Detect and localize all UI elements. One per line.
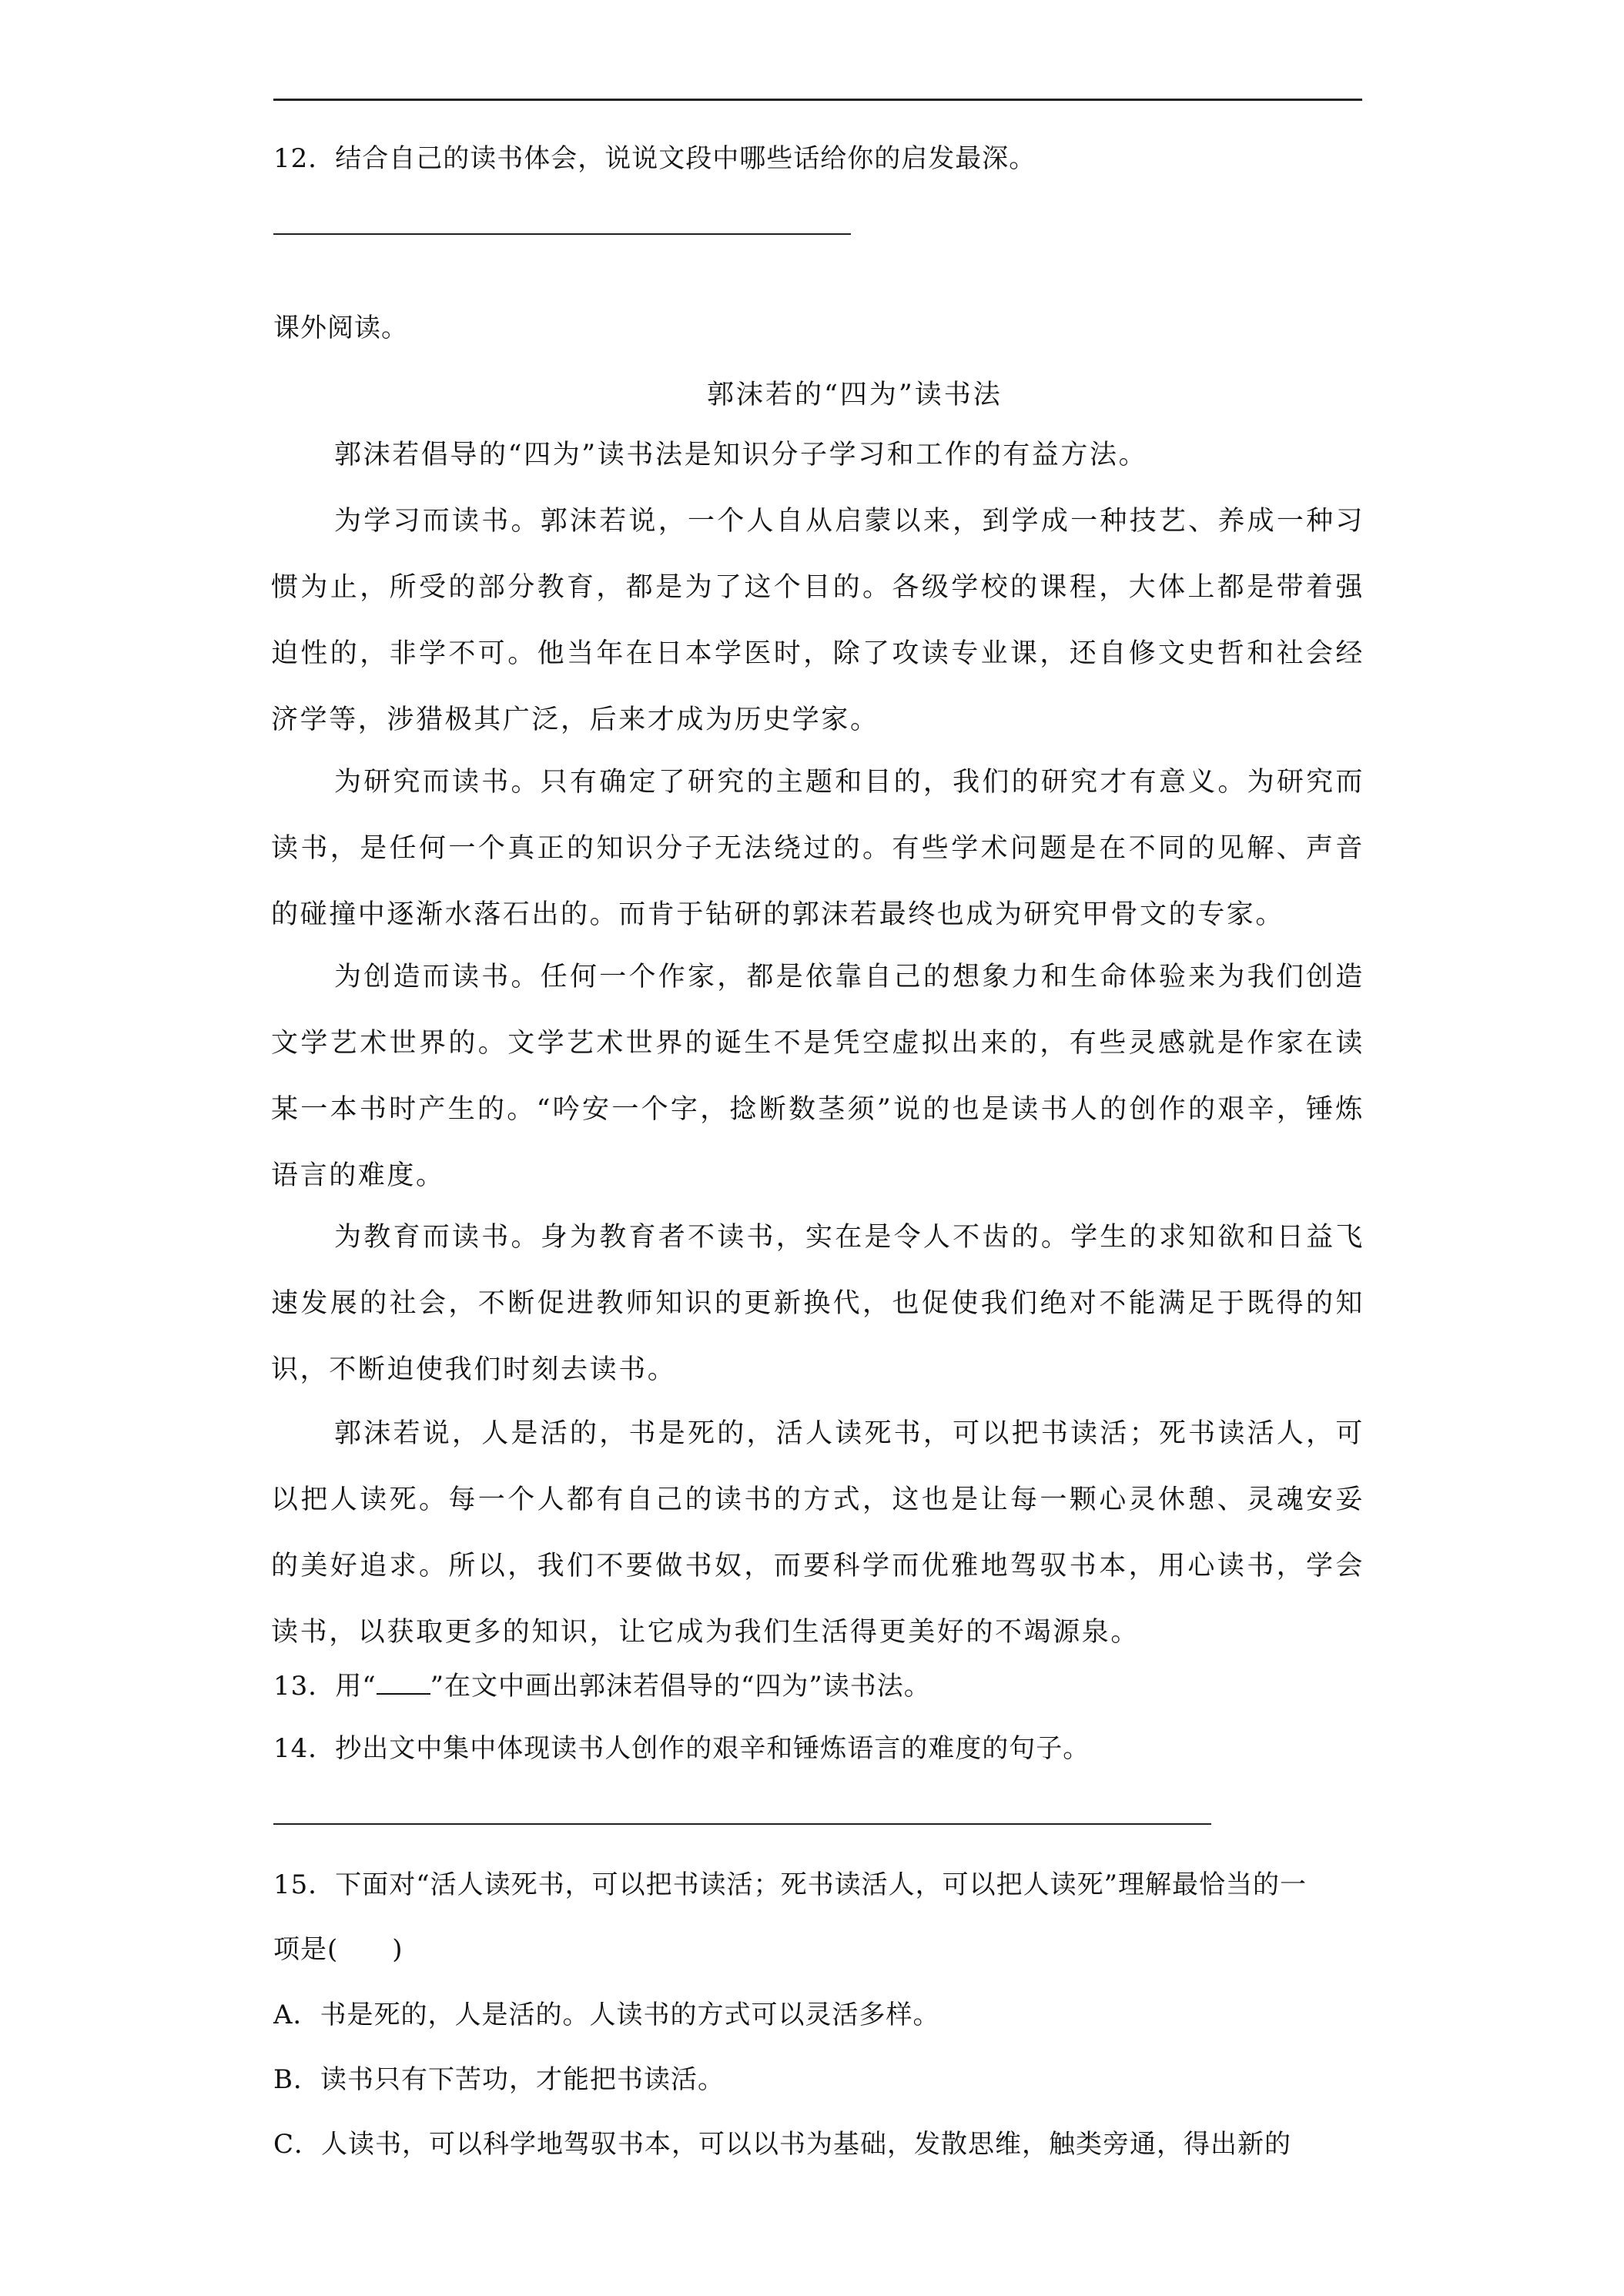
- question-14: 14．抄出文中集中体现读书人创作的艰辛和锤炼语言的难度的句子。: [273, 1733, 1090, 1764]
- question-15-line1: 15．下面对“活人读死书，可以把书读活；死书读活人，可以把人读死”理解最恰当的一: [273, 1869, 1308, 1900]
- article-paragraph-1: 郭沫若倡导的“四为”读书法是知识分子学习和工作的有益方法。: [334, 440, 1148, 470]
- question-13: [273, 1665, 931, 1702]
- answer-line-14[interactable]: [273, 1823, 1211, 1825]
- answer-line-12[interactable]: [273, 233, 851, 235]
- question-15-line2: 项是( ): [273, 1934, 403, 1965]
- article-paragraph-4: 为创造而读书。任何一个作家，都是依靠自己的想象力和生命体验来为我们创造文学艺术世界的。文学艺术世界的诞生不是凭空虚拟出来的，有些灵感就是作家在读某一本书时产生的。“吟安一个字，捻断数茎须”说的也是读书人的创作的艰辛，锤炼语言的难度。: [271, 962, 1364, 1191]
- question-12: 12．结合自己的读书体会，说说文段中哪些话给你的启发最深。: [273, 143, 1036, 174]
- article-paragraph-5: 为教育而读书。身为教育者不读书，实在是令人不齿的。学生的求知欲和日益飞速发展的社会，不断促进教师知识的更新换代，也促使我们绝对不能满足于既得的知识，不断迫使我们时刻去读书。: [271, 1222, 1364, 1385]
- option-b[interactable]: B．读书只有下苦功，才能把书读活。: [273, 2064, 725, 2095]
- question-13-suffix: ”在文中画出郭沫若倡导的“四为”读书法。: [430, 1671, 931, 1702]
- option-a[interactable]: A．书是死的，人是活的。人读书的方式可以灵活多样。: [273, 2000, 940, 2030]
- option-c[interactable]: C．人读书，可以科学地驾驭书本，可以以书为基础，发散思维，触类旁通，得出新的: [273, 2129, 1292, 2160]
- header-rule: [273, 99, 1362, 101]
- section-label: 课外阅读。: [273, 313, 408, 343]
- article-paragraph-3: 为研究而读书。只有确定了研究的主题和目的，我们的研究才有意义。为研究而读书，是任何一个真正的知识分子无法绕过的。有些学术问题是在不同的见解、声音的碰撞中逐渐水落石出的。而肯于钻研的郭沫若最终也成为研究甲骨文的专家。: [271, 767, 1364, 930]
- article-paragraph-6: 郭沫若说，人是活的，书是死的，活人读死书，可以把书读活；死书读活人，可以把人读死。每一个人都有自己的读书的方式，这也是让每一颗心灵休憩、灵魂安妥的美好追求。所以，我们不要做书奴，而要科学而优雅地驾驭书本，用心读书，学会读书，以获取更多的知识，让它成为我们生活得更美好的不竭源泉。: [271, 1418, 1364, 1648]
- question-13-prefix: 13．用“: [273, 1671, 377, 1702]
- underline-sample: [377, 1672, 430, 1695]
- article-title: 郭沫若的“四为”读书法: [707, 380, 1003, 410]
- article-paragraph-2: 为学习而读书。郭沫若说，一个人自从启蒙以来，到学成一种技艺、养成一种习惯为止，所受的部分教育，都是为了这个目的。各级学校的课程，大体上都是带着强迫性的，非学不可。他当年在日本学医时，除了攻读专业课，还自修文史哲和社会经济学等，涉猎极其广泛，后来才成为历史学家。: [271, 506, 1364, 735]
